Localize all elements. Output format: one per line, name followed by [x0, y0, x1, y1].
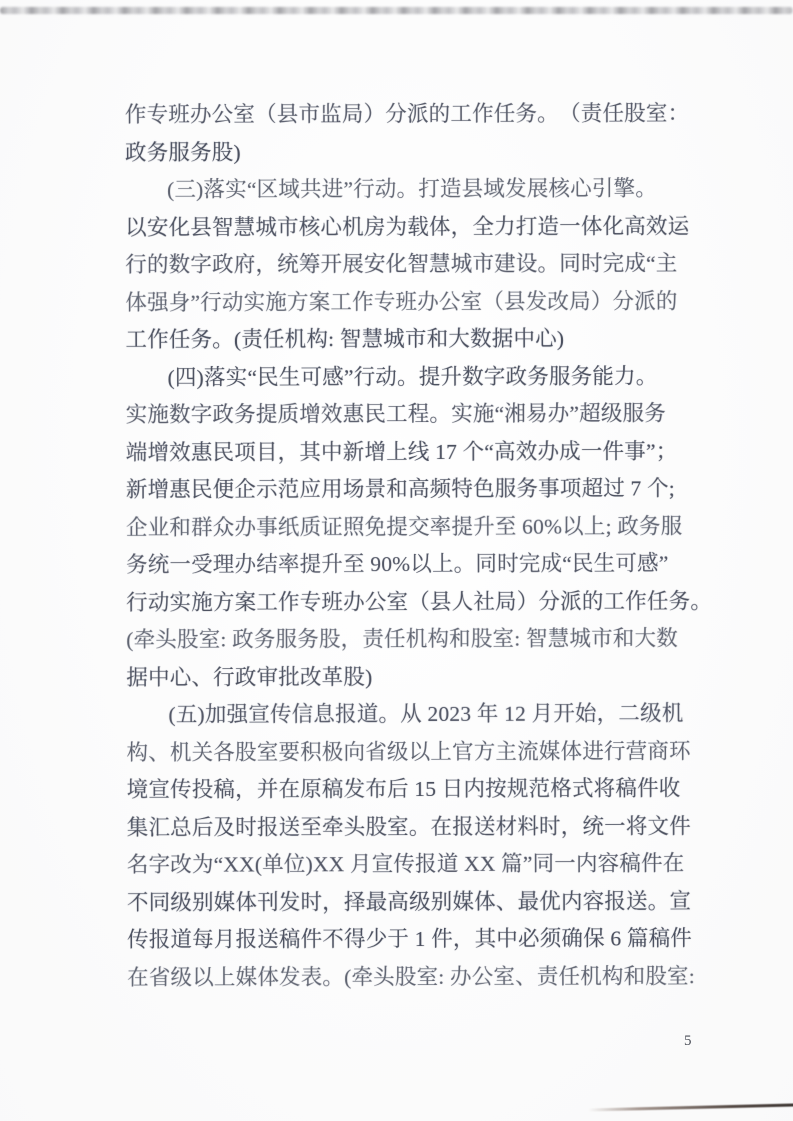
- text-line: 端增效惠民项目，其中新增上线 17 个“高效办成一件事”；: [125, 438, 678, 465]
- text-line: 传报道每月报送稿件不得少于 1 件，其中必须确保 6 篇稿件: [126, 926, 693, 952]
- text-line: 境宣传投稿，并在原稿发布后 15 日内按规范格式将稿件收: [126, 776, 681, 802]
- text-line: 作专班办公室（县市监局）分派的工作任务。 （责任股室：: [124, 101, 690, 127]
- text-line: 政务服务股): [124, 139, 241, 165]
- text-line: 体强身”行动实施方案工作专班办公室（县发改局）分派的: [125, 288, 678, 315]
- page-number: 5: [684, 1033, 692, 1049]
- text-line: (四)落实“民生可感”行动。提升数字政务服务能力。: [167, 363, 658, 390]
- text-line: 集汇总后及时报送至牵头股室。在报送材料时，统一将文件: [126, 813, 691, 840]
- text-line: (五)加强宣传信息报道。从 2023 年 12 月开始，二级机: [168, 701, 684, 727]
- text-line: 不同级别媒体刊发时，择最高级别媒体、最优内容报送。宣: [126, 888, 692, 915]
- text-line: 工作任务。(责任机构: 智慧城市和大数据中心): [125, 326, 565, 352]
- text-line: 实施数字政务提质增效惠民工程。实施“湘易办”超级服务: [125, 401, 666, 427]
- text-line: 在省级以上媒体发表。(牵头股室: 办公室、责任机构和股室:: [127, 963, 695, 990]
- text-line: (牵头股室: 政务服务股，责任机构和股室: 智慧城市和大数: [126, 626, 678, 652]
- text-line: 企业和群众办事纸质证照免提交率提升至 60%以上; 政务服: [125, 513, 683, 540]
- text-line: 新增惠民便企示范应用场景和高频特色服务事项超过 7 个;: [125, 476, 675, 502]
- text-line: 行的数字政府，统筹开展安化智慧城市建设。同时完成“主: [125, 251, 678, 277]
- text-line: 构、机关各股室要积极向省级以上官方主流媒体进行营商环: [126, 738, 691, 765]
- scan-edge-artifact: [0, 7, 793, 14]
- scan-line-artifact: [588, 1103, 793, 1111]
- text-line: 务统一受理办结率提升至 90%以上。同时完成“民生可感”: [126, 551, 669, 577]
- text-line: 据中心、行政审批改革股): [126, 664, 373, 690]
- text-line: 行动实施方案工作专班办公室（县人社局）分派的工作任务。: [126, 588, 713, 615]
- document-body: [125, 95, 712, 997]
- text-line: 以安化县智慧城市核心机房为载体，全力打造一体化高效运: [125, 213, 690, 240]
- text-line: 名字改为“XX(单位)XX 月宣传报道 XX 篇”同一内容稿件在: [126, 851, 685, 877]
- text-line: (三)落实“区域共进”行动。打造县域发展核心引擎。: [167, 176, 658, 202]
